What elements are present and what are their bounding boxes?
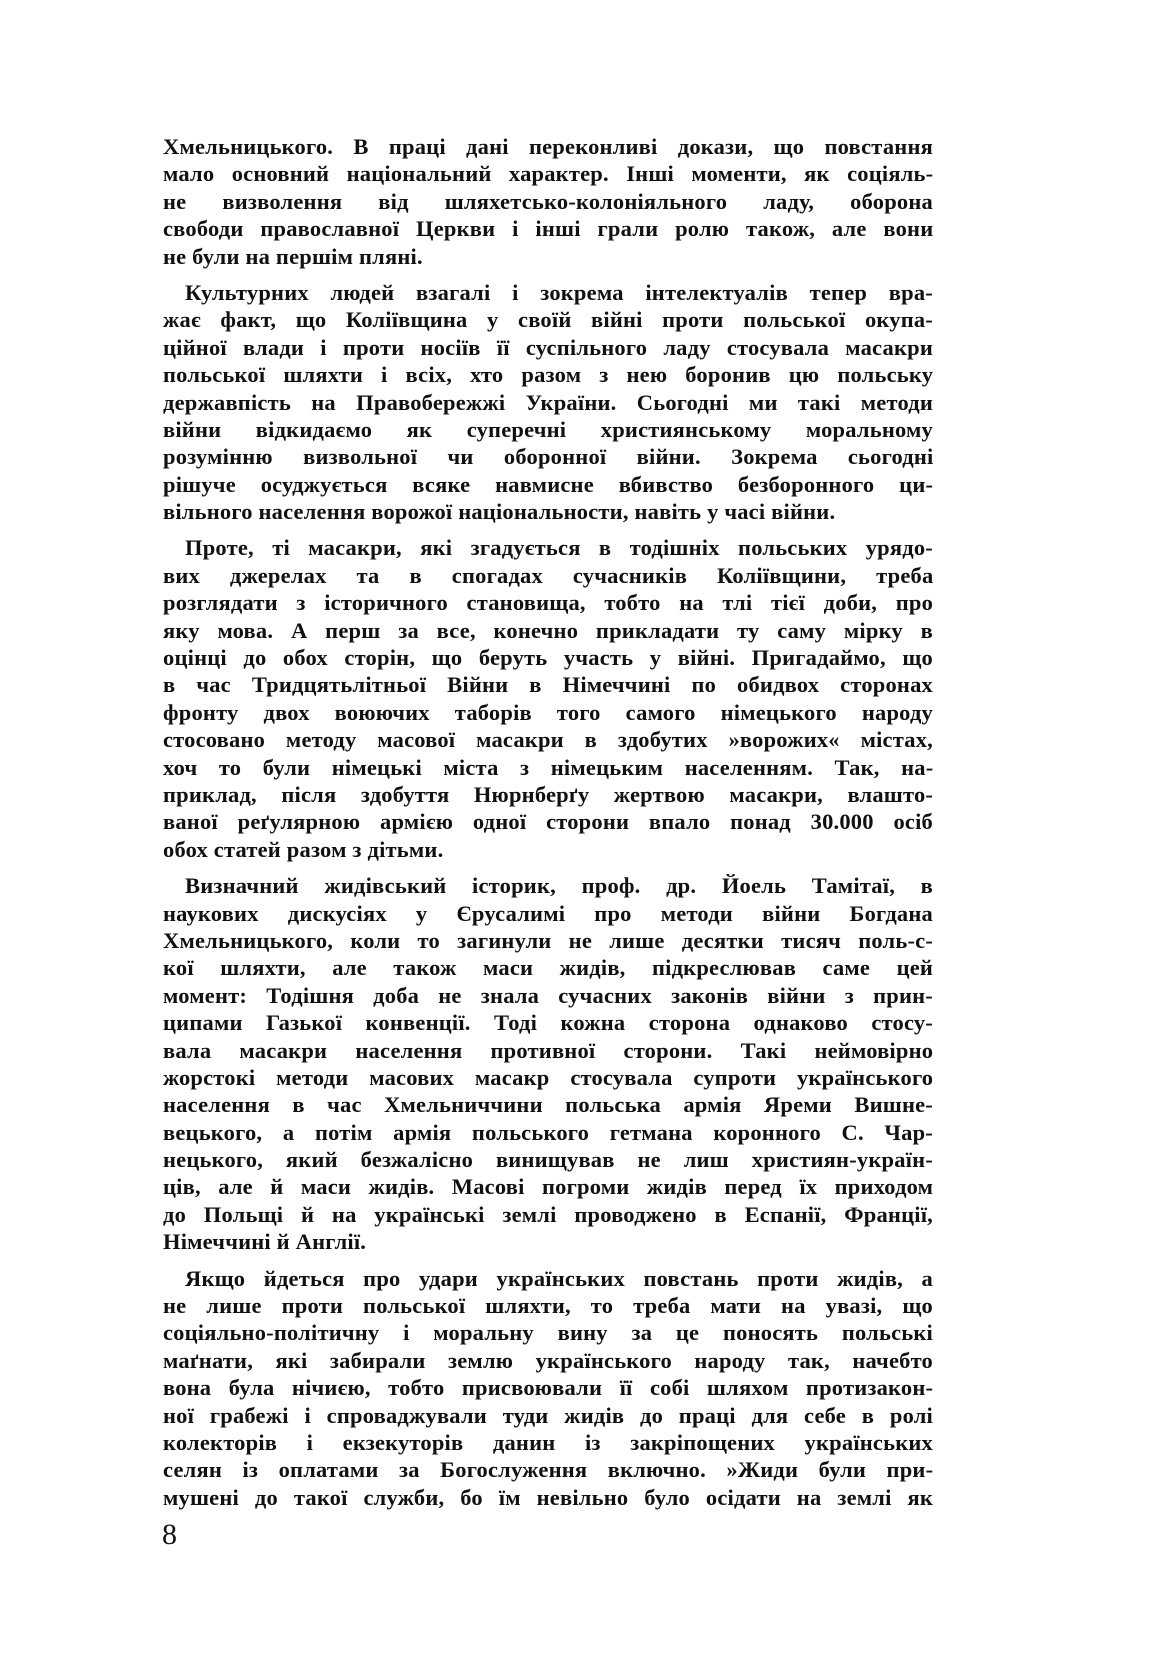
text-line: кої шляхти, але також маси жидів, підкреслював саме цей — [163, 955, 934, 981]
text-line: польської шляхти і всіх, хто разом з нею боронив цю польську — [163, 362, 934, 388]
paragraph-2 — [163, 279, 933, 526]
text-line: Хмельницького, коли то загинули не лише десятки тисяч поль-с- — [163, 927, 934, 953]
text-line: Культурних людей взагалі і зокрема інтелектуалів тепер вра- — [185, 279, 933, 305]
text-line: вала масакри населення противної сторони. Такі неймовірно — [163, 1037, 934, 1063]
page-number: 8 — [162, 1518, 177, 1551]
page-body-text — [163, 133, 933, 1511]
paragraph-5 — [163, 1265, 933, 1512]
text-line: ципами Газької конвенції. Тоді кожна сторона однаково стосу- — [163, 1010, 933, 1036]
text-line: Німеччині й Англії. — [163, 1229, 367, 1255]
text-line: оцінці до обох сторін, що беруть участь у війні. Пригадаймо, що — [163, 645, 933, 671]
text-line: вона була нічиєю, тобто присвоювали її собі шляхом протизакон- — [163, 1375, 934, 1401]
text-line: рішуче осуджується всяке навмисне вбивство безборонного ци- — [163, 471, 934, 497]
text-line: до Польщі й на українські землі проводжено в Еспанії, Франції, — [163, 1201, 933, 1227]
text-line: мушені до такої служби, бо їм невільно було осідати на землі як — [163, 1484, 934, 1510]
text-line: обох статей разом з дітьми. — [163, 836, 444, 862]
text-line: ваної реґулярною армією одної сторони впало понад 30.000 осіб — [163, 809, 933, 835]
text-line: Визначний жидівський історик, проф. др. Йоель Тамітаї, в — [185, 873, 933, 899]
text-line: свободи православної Церкви і інші грали ролю також, але вони — [163, 216, 934, 242]
text-line: Хмельницького. В праці дані переконливі докази, що повстання — [163, 134, 933, 159]
text-line: соціяльно-політичну і моральну вину за це поносять польські — [163, 1320, 933, 1346]
text-line: Проте, ті масакри, які згадується в тодішніх польських урядо- — [185, 535, 933, 561]
paragraph-1 — [163, 133, 933, 270]
text-line: не були на першім пляні. — [163, 243, 423, 269]
text-line: маґнати, які забирали землю українського народу так, начебто — [163, 1347, 933, 1373]
text-line: приклад, після здобуття Нюрнберґу жертвою масакри, влашто- — [163, 781, 934, 807]
text-line: колекторів і екзекуторів данин із закріпощених українських — [163, 1429, 933, 1455]
text-line: населення в час Хмельниччини польська армія Яреми Вишне- — [163, 1092, 933, 1118]
text-line: ної грабежі і спроваджували туди жидів до праці для себе в ролі — [163, 1402, 933, 1428]
text-line: ційної влади і проти носіїв її суспільного ладу стосувала масакри — [163, 334, 933, 360]
text-line: розглядати з історичного становища, тобто на тлі тієї доби, про — [163, 590, 934, 616]
text-line: війни відкидаємо як суперечні християнському моральному — [163, 416, 933, 442]
text-line: момент: Тодішня доба не знала сучасних законів війни з прин- — [163, 982, 933, 1008]
text-line: вецького, а потім армія польського гетмана коронного С. Чар- — [163, 1119, 933, 1145]
text-line: наукових дискусіях у Єрусалимі про методи війни Богдана — [163, 900, 933, 926]
text-line: мало основний національний характер. Інші моменти, як соціяль- — [163, 161, 934, 187]
text-line: в час Тридцятьлітньої Війни в Німеччині по обидвох сторонах — [163, 672, 933, 698]
text-line: вільного населення ворожої національности, навіть у часі війни. — [163, 499, 836, 525]
text-line: Якщо йдеться про удари українських повстань проти жидів, а — [185, 1265, 933, 1291]
text-line: ців, але й маси жидів. Масові погроми жидів перед їх приходом — [163, 1174, 934, 1200]
text-line: фронту двох воюючих таборів того самого німецького народу — [163, 699, 933, 725]
text-line: нецького, який безжалісно винищував не лиш християн-україн- — [163, 1147, 933, 1173]
text-line: яку мова. А перш за все, конечно прикладати ту саму мірку в — [163, 617, 933, 643]
text-line: жорстокі методи масових масакр стосувала супроти українського — [163, 1064, 934, 1090]
text-line: розумінню визвольної чи оборонної війни. Зокрема сьогодні — [163, 444, 934, 470]
text-line: стосовано методу масової масакри в здобутих »ворожих« містах, — [163, 727, 933, 753]
paragraph-4 — [163, 872, 933, 1255]
text-line: вих джерелах та в спогадах сучасників Коліївщини, треба — [163, 562, 934, 588]
text-line: не лише проти польської шляхти, то треба мати на увазі, що — [163, 1293, 933, 1319]
text-line: не визволення від шляхетсько-колоніяльного ладу, оборона — [163, 188, 933, 214]
text-line: селян із оплатами за Богослуження включно. »Жиди були при- — [163, 1457, 934, 1483]
text-line: жає факт, що Коліївщина у своїй війні проти польської окупа- — [163, 307, 933, 333]
paragraph-3 — [163, 534, 933, 863]
text-line: державпість на Правобережжі України. Сьогодні ми такі методи — [163, 389, 933, 415]
text-line: хоч то були німецькі міста з німецьким населенням. Так, на- — [163, 754, 934, 780]
